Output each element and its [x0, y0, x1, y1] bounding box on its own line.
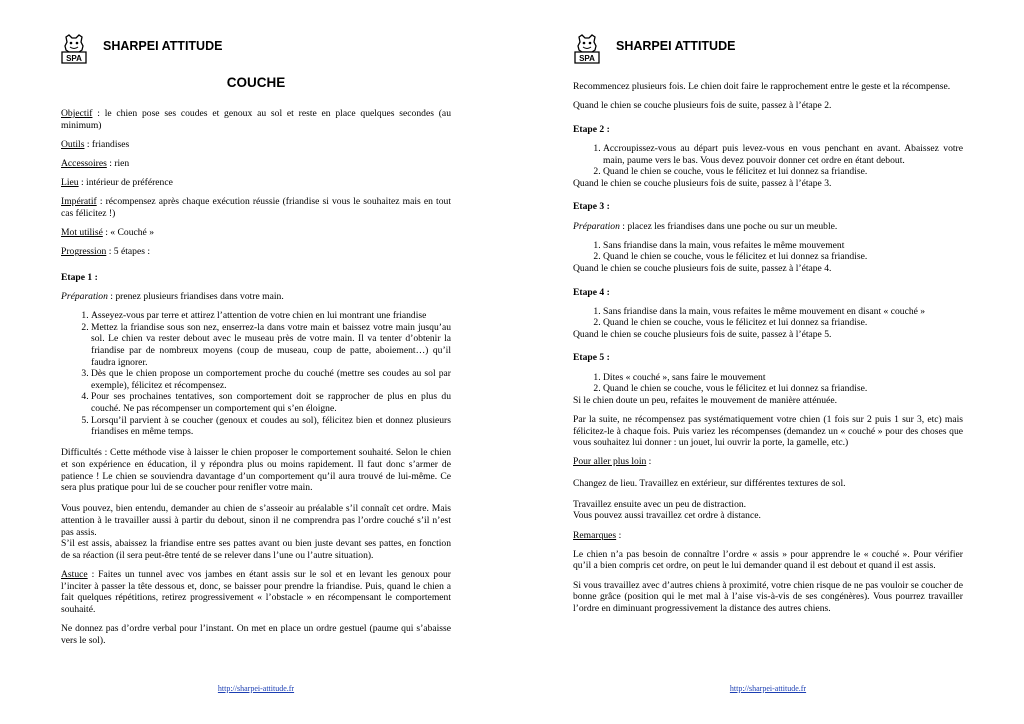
objectif-paragraph: Objectif : le chien pose ses coudes et genoux au sol et reste en place quelques secondes (au minimum) [61, 108, 451, 131]
footer-link[interactable]: http://sharpei-attitude.fr [729, 684, 807, 693]
list-item: 1. Sans friandise dans la main, vous refaites le même mouvement en disant « couché » [603, 306, 963, 318]
list-item: 2. Quand le chien se couche, vous le félicitez et lui donnez sa friandise. [603, 317, 963, 329]
difficultes-paragraph: Difficultés : Cette méthode vise à laisser le chien proposer le comportement souhaité. Selon le chien et son expérience en éducation, il y répondra plus ou moins rapidement. Il faut donc s’armer de patience ! Le chien se souviendra davantage d’un comportement qu’il aura trouvé de lui-même. Ce sera plus pratique pour lui de se coucher pour renifler votre main. [61, 447, 451, 494]
etape-2-title: Etape 2 : [573, 123, 610, 135]
accessoires-paragraph: Accessoires : rien [61, 157, 130, 169]
imperatif-paragraph: Impératif : récompensez après chaque exécution réussie (friandise si vous le souhaitez mais en tout cas félicitez !) [61, 196, 451, 219]
etape-3-list [573, 240, 963, 263]
left-content [61, 108, 451, 654]
list-item: 1. Accroupissez-vous au départ puis levez-vous en vous penchant en avant. Abaissez votre main, paume vers le bas. Vous devez pouvoir donner cet ordre en étant debout. [603, 143, 963, 166]
list-item: 5. Lorsqu’il parvient à se coucher (genoux et coudes au sol), félicitez bien et donnez plusieurs friandises en même temps. [91, 415, 451, 438]
right-page [512, 0, 1024, 724]
lieu-paragraph: Lieu : intérieur de préférence [61, 177, 173, 189]
plus-loin-line: Travaillez ensuite avec un peu de distraction. [573, 498, 747, 510]
plus-loin-line: Changez de lieu. Travaillez en extérieur, sur différentes textures de sol. [573, 477, 846, 489]
plus-loin-heading: Pour aller plus loin : [573, 456, 652, 468]
etape-5-title: Etape 5 : [573, 352, 610, 364]
etape-3-after: Quand le chien se couche plusieurs fois de suite, passez à l’étape 4. [573, 262, 832, 274]
plus-loin-line: Vous pouvez aussi travaillez cet ordre à distance. [573, 510, 761, 522]
document-title: COUCHE [226, 75, 286, 90]
intro-paragraph: Recommencez plusieurs fois. Le chien doit faire le rapprochement entre le geste et la récompense. [573, 81, 951, 92]
etape-1-preparation: Préparation : prenez plusieurs friandises dans votre main. [61, 291, 284, 303]
final-paragraph: Ne donnez pas d’ordre verbal pour l’instant. On met en place un ordre gestuel (paume qui s’abaisse vers le sol). [61, 622, 451, 646]
list-item: 1. Sans friandise dans la main, vous refaites le même mouvement [603, 240, 963, 252]
svg-text:SPA: SPA [579, 54, 595, 63]
remarques-paragraph: Le chien n’a pas besoin de connaître l’ordre « assis » pour apprendre le « couché ». Pour vérifier qu’il a bien compris cet ordre, on peut le lui demander quand il est debout et quand il est assis. [573, 548, 963, 572]
intro-paragraph-2: Quand le chien se couche plusieurs fois de suite, passez à l’étape 2. [573, 100, 832, 112]
footer-link[interactable]: http://sharpei-attitude.fr [217, 684, 295, 693]
mot-utilise-paragraph: Mot utilisé : « Couché » [61, 227, 155, 239]
list-item: 1. Asseyez-vous par terre et attirez l’attention de votre chien en lui montrant une friandise [91, 310, 451, 322]
etape-4-title: Etape 4 : [573, 286, 610, 298]
etape-1-title: Etape 1 : [61, 271, 98, 283]
difficultes-paragraph-3: S’il est assis, abaissez la friandise entre ses pattes avant ou bien juste devant ses pattes, en fonction de sa réaction (il sera peut-être tenté de se relever dans l’une ou l’autre situation). [61, 538, 451, 561]
remarques-heading: Remarques : [573, 529, 622, 541]
etape-3-title: Etape 3 : [573, 201, 610, 213]
etape-3-preparation: Préparation : placez les friandises dans une poche ou sur un meuble. [573, 220, 838, 232]
remarques-paragraph-2: Si vous travaillez avec d’autres chiens à proximité, votre chien risque de ne pas vouloir se coucher de bonne grâce (position qui le met mal à l’aise vis-à-vis de ses congénères). Vous pourrez travailler l’ordre en diminuant progressivement la distance des autres chiens. [573, 579, 963, 614]
list-item: 2. Quand le chien se couche, vous le félicitez et lui donnez sa friandise. [603, 383, 963, 395]
site-title: SHARPEI ATTITUDE [616, 39, 736, 53]
list-item: 4. Pour ses prochaines tentatives, son comportement doit se rapprocher de plus en plus du couché. Ne pas récompenser un comportement qui s’en éloigne. [91, 391, 451, 414]
list-item: 2. Quand le chien se couche, vous le félicitez et lui donnez sa friandise. [603, 166, 963, 178]
etape-5-list [573, 372, 963, 395]
list-item: 2. Quand le chien se couche, vous le félicitez et lui donnez sa friandise. [603, 251, 963, 263]
svg-text:SPA: SPA [66, 54, 82, 63]
etape-4-after: Quand le chien se couche plusieurs fois de suite, passez à l’étape 5. [573, 328, 832, 340]
list-item: 1. Dites « couché », sans faire le mouvement [603, 372, 963, 384]
etape-2-list [573, 143, 963, 178]
astuce-paragraph: Astuce : Faites un tunnel avec vos jambes en étant assis sur le sol et en levant les genoux pour l’inciter à passer la tête dessous et, donc, se baisser pour prendre la friandise. Puis, quand le chien a fait quelques répétitions, retirez progressivement « l’obstacle » en récompensant le comportement souhaité. [61, 568, 451, 615]
sharpei-dog-logo-icon [60, 34, 88, 64]
list-item: 2. Mettez la friandise sous son nez, enserrez-la dans votre main et baissez votre main jusqu’au sol. Le chien va rester debout avec le museau près de votre main. Il va tenter d’obtenir la friandise par de nombreux moyens (coup de museau, coup de patte, aboiement…) qu’il faudra ignorer. [91, 322, 451, 368]
right-content [573, 81, 963, 622]
etape-1-list [61, 310, 451, 438]
sharpei-dog-logo-icon [573, 34, 601, 64]
etape-4-list [573, 306, 963, 329]
difficultes-paragraph-2: Vous pouvez, bien entendu, demander au chien de s’asseoir au préalable s’il connaît cet ordre. Mais attention à le travailler aussi à partir du debout, sinon il ne comprendra pas l’ordre couché s’il n’est pas assis. [61, 503, 451, 538]
etape-5-after: Si le chien doute un peu, refaites le mouvement de manière atténuée. [573, 394, 837, 406]
suite-paragraph: Par la suite, ne récompensez pas systématiquement votre chien (1 fois sur 2 puis 1 sur 3, etc) mais félicitez-le à chaque fois. Puis variez les récompenses (demandez un « couché » pour des choses que vous souhaitez lui donner : un jouet, lui ouvrir la porte, la gamelle, etc.) [573, 414, 963, 449]
site-title: SHARPEI ATTITUDE [103, 39, 223, 53]
list-item: 3. Dès que le chien propose un comportement proche du couché (mettre ses coudes au sol par exemple), félicitez et récompensez. [91, 368, 451, 391]
etape-2-after: Quand le chien se couche plusieurs fois de suite, passez à l’étape 3. [573, 177, 832, 189]
progression-paragraph: Progression : 5 étapes : [61, 246, 151, 258]
outils-paragraph: Outils : friandises [61, 138, 130, 150]
